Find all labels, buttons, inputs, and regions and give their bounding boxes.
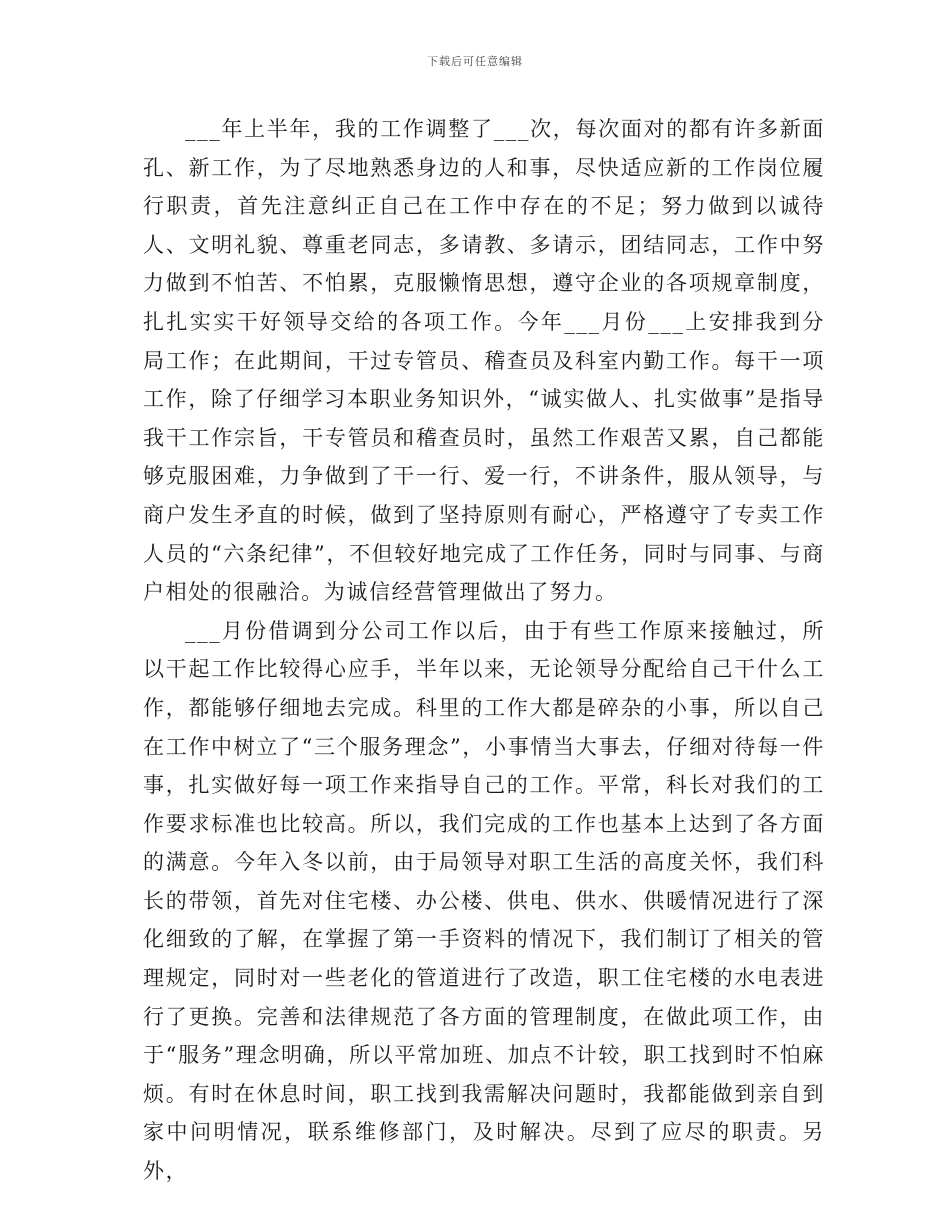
document-body: [143, 110, 825, 1191]
page-header: 下载后可任意编辑: [427, 55, 523, 68]
paragraph-2: ___月份借调到分公司工作以后，由于有些工作原来接触过，所以干起工作比较得心应手，半年以来，无论领导分配给自己干什么工作，都能够仔细地去完成。科里的工作大都是碎杂的小事，所以自己在工作中树立了“三个服务理念”，小事情当大事去，仔细对待每一件事，扎实做好每一项工作来指导自己的工作。平常，科长对我们的工作要求标准也比较高。所以，我们完成的工作也基本上达到了各方面的满意。今年入冬以前，由于局领导对职工生活的高度关怀，我们科长的带领，首先对住宅楼、办公楼、供电、供水、供暖情况进行了深化细致的了解，在掌握了第一手资料的情况下，我们制订了相关的管理规定，同时对一些老化的管道进行了改造，职工住宅楼的水电表进行了更换。完善和法律规范了各方面的管理制度，在做此项工作，由于“服务”理念明确，所以平常加班、加点不计较，职工找到时不怕麻烦。有时在休息时间，职工找到我需解决问题时，我都能做到亲自到家中问明情况，联系维修部门，及时解决。尽到了应尽的职责。另外，: [143, 618, 825, 1184]
paragraph-1: ___年上半年，我的工作调整了___次，每次面对的都有许多新面孔、新工作，为了尽地熟悉身边的人和事，尽快适应新的工作岗位履行职责，首先注意纠正自己在工作中存在的不足；努力做到以诚待人、文明礼貌、尊重老同志，多请教、多请示，团结同志，工作中努力做到不怕苦、不怕累，克服懒惰思想，遵守企业的各项规章制度，扎扎实实干好领导交给的各项工作。今年___月份___上安排我到分局工作；在此期间，干过专管员、稽查员及科室内勤工作。每干一项工作，除了仔细学习本职业务知识外，“诚实做人、扎实做事”是指导我干工作宗旨，干专管员和稽查员时，虽然工作艰苦又累，自己都能够克服困难，力争做到了干一行、爱一行，不讲条件，服从领导，与商户发生矛直的时候，做到了坚持原则有耐心，严格遵守了专卖工作人员的“六条纪律”，不但较好地完成了工作任务，同时与同事、与商户相处的很融洽。为诚信经营管理做出了努力。: [143, 117, 825, 605]
